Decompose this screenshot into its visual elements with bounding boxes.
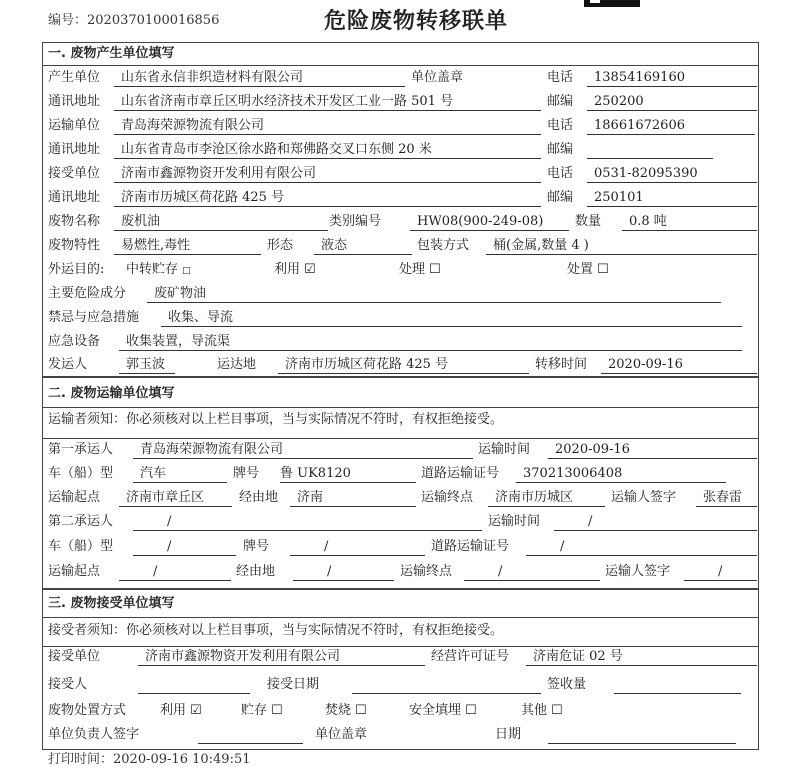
receiver-person-label: 接受人 [48,677,88,692]
shipper-label: 发运人 [48,357,88,372]
option-label: 安全填埋 [409,703,462,718]
producer-address-field[interactable]: 山东省济南市章丘区明水经济技术开发区工业一路 501 号 [114,93,541,111]
zip-label: 邮编 [547,142,574,157]
page-title: 危险废物转移联单 [324,9,509,34]
receiver-phone-field[interactable]: 0531-82095390 [587,165,757,183]
print-time-label: 打印时间： [48,752,114,767]
producer-field[interactable]: 山东省永信非织造材料有限公司 [114,69,405,87]
address-label: 通讯地址 [48,190,101,205]
second-transport-time-field[interactable]: / [554,513,757,531]
seal-label: 单位盖章 [315,727,368,742]
producer-phone-field[interactable]: 13854169160 [587,69,757,87]
first-transport-time-field[interactable]: 2020-09-16 [548,441,757,459]
purpose-transfer-storage[interactable] [126,261,191,279]
first-carrier-label: 第一承运人 [48,442,114,457]
first-end-field[interactable]: 济南市历城区 [488,489,605,507]
hazard-field[interactable]: 废矿物油 [147,285,721,303]
qr-code [584,0,640,7]
taboo-label: 禁忌与应急措施 [48,310,140,325]
checkbox-icon[interactable]: ☐ [597,262,609,277]
amount-label: 签收量 [547,677,587,692]
equipment-label: 应急设备 [48,334,101,349]
checkbox-checked-icon[interactable]: ☑ [190,703,202,718]
second-permit-field[interactable]: / [526,538,757,556]
sign-label: 运输人签字 [611,490,677,505]
waste-name-field[interactable]: 废机油 [114,213,328,231]
property-label: 废物特性 [48,238,101,253]
vehicle-label: 车（船）型 [48,466,114,481]
via-label: 经由地 [236,564,276,579]
disposal-method-label: 废物处置方式 [48,703,127,718]
second-carrier-field[interactable]: / [133,513,482,531]
receiving-unit-label: 接受单位 [48,649,101,664]
transfer-time-label: 转移时间 [535,357,588,372]
print-time-value: 2020-09-16 10:49:51 [113,752,251,767]
first-permit-field[interactable]: 370213006408 [516,465,726,483]
package-label: 包装方式 [417,238,470,253]
option-label: 利用 [274,262,301,277]
license-field[interactable]: 济南危证 02 号 [526,648,757,666]
vehicle-label: 车（船）型 [48,539,114,554]
receiving-unit-field[interactable]: 济南市鑫源物资开发利用有限公司 [138,648,425,666]
option-label: 处理 [399,262,426,277]
section-3-title: 三. 废物接受单位填写 [48,596,175,611]
transport-time-label: 运输时间 [488,514,541,529]
method-utilization[interactable] [160,702,202,720]
checkbox-icon[interactable]: ☐ [551,703,563,718]
second-vehicle-field[interactable]: / [133,538,236,556]
section-2-title: 二. 废物运输单位填写 [48,386,175,401]
divider [42,646,758,647]
option-label: 中转贮存 [126,262,179,277]
equipment-field[interactable]: 收集装置，导流渠 [119,333,742,351]
head-sign-label: 单位负责人签字 [48,727,140,742]
first-plate-field[interactable]: 鲁 UK8120 [280,465,416,483]
method-storage[interactable] [241,702,283,720]
seal-label: 单位盖章 [411,70,464,85]
end-label: 运输终点 [421,490,474,505]
print-time [48,751,251,769]
carrier-zip-field[interactable] [587,141,713,159]
purpose-utilization[interactable] [274,261,316,279]
divider [42,376,758,378]
divider [42,588,758,590]
sign-date-label: 日期 [495,727,522,742]
divider [42,407,758,408]
serial-value: 2020370100016856 [87,13,220,28]
address-label: 通讯地址 [48,94,101,109]
second-end-field[interactable]: / [464,563,600,581]
option-label: 利用 [160,703,187,718]
via-label: 经由地 [239,490,279,505]
property-field[interactable]: 易燃性,毒性 [114,237,261,255]
option-label: 处置 [567,262,594,277]
option-label: 焚烧 [325,703,352,718]
first-carrier-field[interactable]: 青岛海荣源物流有限公司 [133,441,473,459]
checkbox-icon[interactable]: □ [182,266,191,276]
phone-label: 电话 [547,118,574,133]
head-sign-field[interactable] [198,726,303,744]
producer-zip-field[interactable]: 250200 [587,93,757,111]
method-landfill[interactable] [409,702,477,720]
permit-label: 道路运输证号 [421,466,500,481]
first-start-field[interactable]: 济南市章丘区 [119,489,232,507]
first-vehicle-field[interactable]: 汽车 [133,465,227,483]
option-label: 其他 [521,703,548,718]
method-other[interactable] [521,702,563,720]
destination-label: 运达地 [217,357,257,372]
checkbox-checked-icon[interactable]: ☑ [304,262,316,277]
method-incineration[interactable] [325,702,367,720]
category-label: 类别编号 [329,214,382,229]
transport-time-label: 运输时间 [478,442,531,457]
amount-field[interactable] [614,676,741,694]
license-label: 经营许可证号 [431,649,510,664]
destination-field[interactable]: 济南市历城区荷花路 425 号 [278,356,529,374]
receive-date-field[interactable] [352,676,541,694]
zip-label: 邮编 [547,190,574,205]
phone-label: 电话 [547,166,574,181]
waste-name-label: 废物名称 [48,214,101,229]
receive-date-label: 接受日期 [267,677,320,692]
end-label: 运输终点 [400,564,453,579]
checkbox-icon[interactable]: ☐ [429,262,441,277]
start-label: 运输起点 [48,564,101,579]
second-via-field[interactable]: / [293,563,394,581]
receiver-zip-field[interactable]: 250101 [587,189,757,207]
checkbox-icon[interactable]: ☐ [465,703,477,718]
purpose-label: 外运目的: [48,262,105,277]
shipper-field[interactable]: 郭玉波 [119,356,175,374]
purpose-disposal[interactable] [567,261,609,279]
receiver-address-field[interactable]: 济南市历城区荷花路 425 号 [114,189,541,207]
category-field[interactable]: HW08(900-249-08) [410,213,569,231]
carrier-address-field[interactable]: 山东省青岛市李沧区徐水路和郑佛路交叉口东侧 20 米 [114,141,541,159]
checkbox-icon[interactable]: ☐ [271,703,283,718]
section-1-title: 一. 废物产生单位填写 [48,46,175,61]
address-label: 通讯地址 [48,142,101,157]
second-carrier-label: 第二承运人 [48,514,114,529]
sign-label: 运输人签字 [605,564,671,579]
receiver-notice: 接受者须知：你必须核对以上栏目事项，当与实际情况不符时，有权拒绝接受。 [48,623,504,638]
permit-label: 道路运输证号 [431,539,510,554]
receiver-person-field[interactable] [138,676,250,694]
receiver-label: 接受单位 [48,166,101,181]
start-label: 运输起点 [48,490,101,505]
divider [42,65,758,66]
sign-date-field[interactable] [548,726,736,744]
divider [42,438,758,439]
transfer-time-field[interactable]: 2020-09-16 [601,356,757,374]
second-plate-field[interactable]: / [290,538,425,556]
serial-label: 编号： [48,13,88,28]
carrier-field[interactable]: 青岛海荣源物流有限公司 [114,117,541,135]
quantity-label: 数量 [575,214,602,229]
form-field[interactable]: 液态 [314,237,412,255]
divider [42,617,758,618]
purpose-treatment[interactable] [399,261,441,279]
hazard-label: 主要危险成分 [48,286,127,301]
second-sign-field[interactable]: / [684,563,757,581]
carrier-label: 运输单位 [48,118,101,133]
first-sign-field[interactable]: 张春雷 [696,489,757,507]
second-start-field[interactable]: / [119,563,231,581]
zip-label: 邮编 [547,94,574,109]
first-via-field[interactable]: 济南 [290,489,416,507]
producer-label: 产生单位 [48,70,101,85]
phone-label: 电话 [547,70,574,85]
serial-number [48,12,219,30]
package-field[interactable]: 桶(金属,数量 4 ) [486,237,757,255]
option-label: 贮存 [241,703,268,718]
form-label: 形态 [267,238,294,253]
receiver-field[interactable]: 济南市鑫源物资开发利用有限公司 [114,165,541,183]
checkbox-icon[interactable]: ☐ [355,703,367,718]
carrier-phone-field[interactable]: 18661672606 [587,117,755,135]
quantity-field[interactable]: 0.8 吨 [622,213,757,231]
taboo-field[interactable]: 收集、导流 [161,309,742,327]
plate-label: 牌号 [243,539,270,554]
carrier-notice: 运输者须知：你必须核对以上栏目事项，当与实际情况不符时，有权拒绝接受。 [48,412,504,427]
plate-label: 牌号 [233,466,260,481]
